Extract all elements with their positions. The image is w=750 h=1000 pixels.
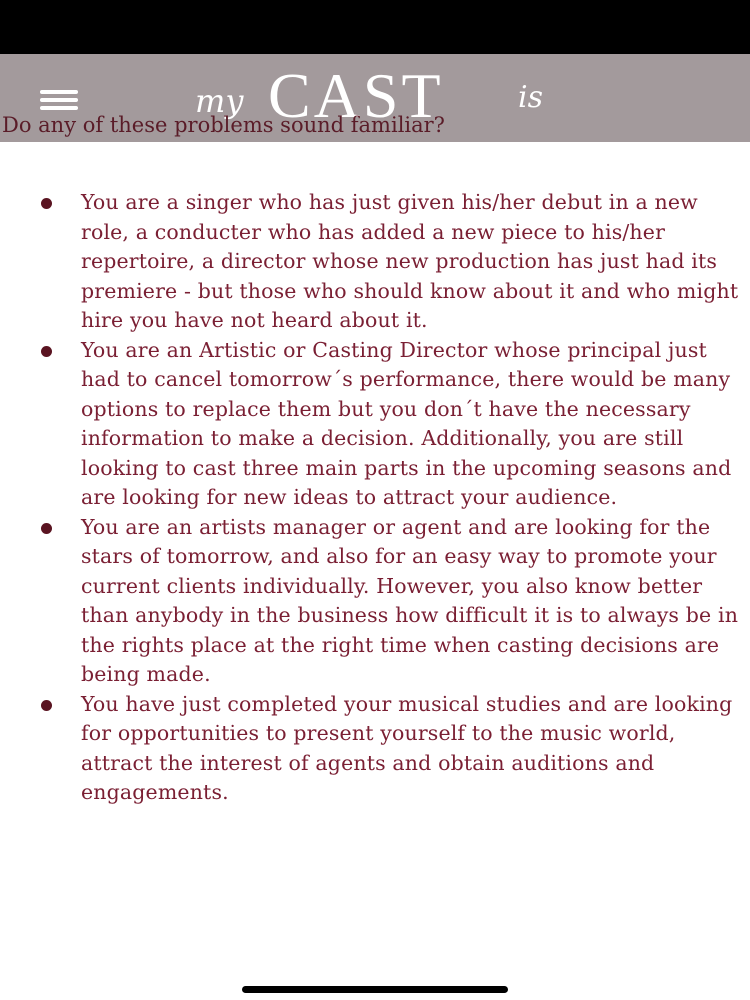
list-item-text: You are an Artistic or Casting Director whose principal just had to cancel tomorrow´s performance, there would be many options to replace them but you don´t have the necessary information to make a decision. Additionally, you are still looking to cast three main parts in the upcoming seasons and are looking for new ideas to attract your audience. [81,337,732,509]
status-bar [0,0,750,54]
bullet-dot-icon [41,700,52,711]
problem-list [0,188,750,808]
section-heading: Do any of these problems sound familiar? [2,113,445,137]
bullet-dot-icon [41,523,52,534]
list-item [0,336,750,513]
home-indicator[interactable] [242,986,508,993]
list-item-text: You have just completed your musical studies and are looking for opportunities to present yourself to the music world, attract the interest of agents and obtain auditions and engagements. [81,691,733,804]
bullet-dot-icon [41,198,52,209]
list-item-text: You are a singer who has just given his/her debut in a new role, a conducter who has added a new piece to his/her repertoire, a director whose new production has just had its premiere - but those who should know about it and who might hire you have not heard about it. [81,190,739,332]
logo-cast: CAST [268,60,444,131]
logo-is: is [518,80,543,115]
list-item [0,188,750,336]
bullet-dot-icon [41,346,52,357]
logo-my: my [195,82,244,120]
list-item-text: You are an artists manager or agent and are looking for the stars of tomorrow, and also for an easy way to promote your current clients individually. However, you also know better than anybody in the business how difficult it is to always be in the rights place at the right time when casting decisions are being made. [81,514,739,686]
list-item [0,513,750,690]
list-item [0,690,750,808]
